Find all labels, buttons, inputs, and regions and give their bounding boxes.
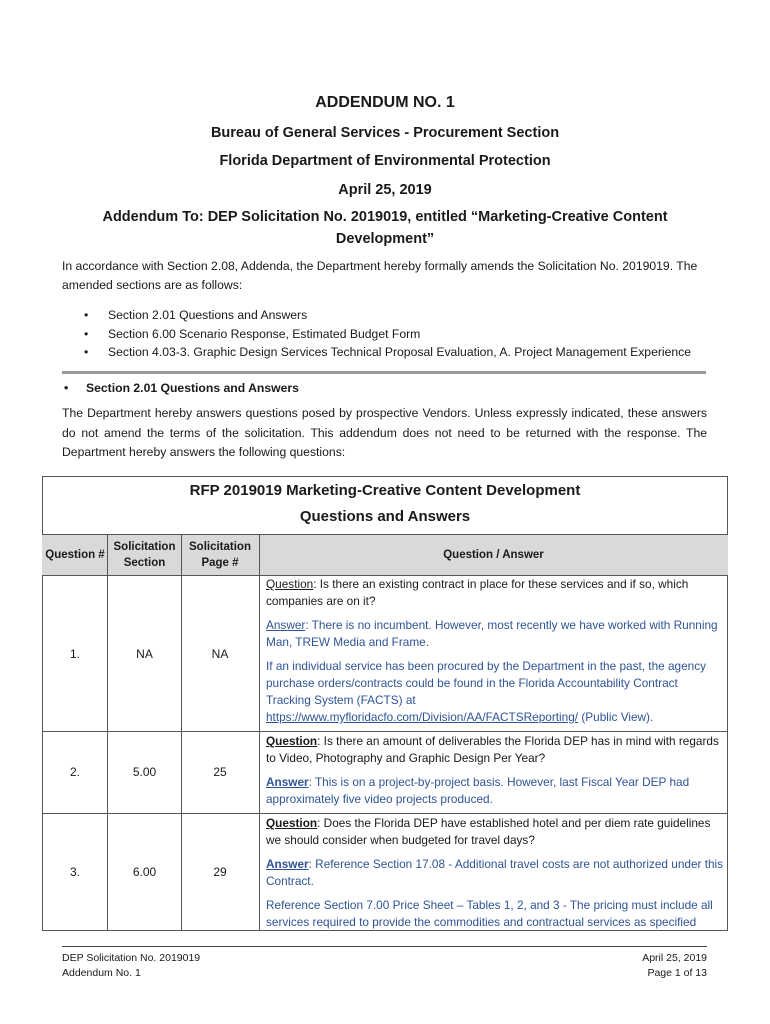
section-divider (62, 371, 706, 374)
date-heading: April 25, 2019 (338, 182, 432, 198)
addendum-to-line1: Addendum To: DEP Solicitation No. 2019019, entitled “Marketing-Creative Content (102, 209, 668, 225)
answer-label: Answer (266, 618, 306, 632)
row1-extra (266, 658, 724, 726)
list-item: • Section 2.01 Questions and Answers (84, 306, 691, 325)
list-item: • Section 6.00 Scenario Response, Estimated Budget Form (84, 325, 691, 344)
question-text: : Is there an amount of deliverables the Florida DEP has in mind with regards to Video, Photography and Graphic Design Per Year? (266, 734, 719, 765)
extra-text: If an individual service has been procured by the Department in the past, the agency purchase orders/contracts could be found in the Florida Accountability Contract Tracking System (FACTS) at (266, 659, 707, 707)
row3-extra: Reference Section 7.00 Price Sheet – Tables 1, 2, and 3 - The pricing must include all services required to provide the commodities and contractual services as specified (266, 898, 713, 929)
row1-section: NA (136, 647, 153, 661)
answer-text: : Reference Section 17.08 - Additional travel costs are not authorized under this Contract. (266, 857, 724, 888)
row2-question (266, 733, 724, 767)
amended-sections-list (84, 306, 691, 362)
row3-num: 3. (69, 865, 80, 879)
row3-section: 6.00 (132, 865, 157, 879)
row2-section: 5.00 (132, 765, 157, 779)
row1-num: 1. (69, 647, 80, 661)
footer-page-number: Page 1 of 13 (647, 967, 707, 979)
column-divider (259, 534, 260, 931)
header-question-answer: Question / Answer (259, 534, 728, 576)
footer-left (62, 951, 200, 981)
row-divider (42, 731, 728, 732)
header-solicitation-page: Solicitation Page # (181, 534, 259, 576)
footer-date: April 25, 2019 (642, 952, 707, 964)
row3-answer (266, 856, 724, 890)
list-item: • Section 4.03-3. Graphic Design Services Technical Proposal Evaluation, A. Project Management Experience (84, 343, 691, 362)
bureau-heading: Bureau of General Services - Procurement Section (210, 125, 560, 141)
link-suffix: (Public View). (578, 710, 654, 724)
row3-qa (266, 815, 724, 931)
footer-right (642, 951, 707, 981)
question-text: : Is there an existing contract in place for these services and if so, which companies are on it? (266, 577, 689, 608)
row2-answer (266, 774, 724, 808)
section-heading-text: Section 2.01 Questions and Answers (86, 381, 299, 395)
question-label: Question (266, 734, 318, 748)
addendum-to-line2: Development” (335, 231, 435, 247)
question-label: Question (266, 577, 314, 591)
row2-page: 25 (213, 765, 227, 779)
section-heading (64, 379, 299, 397)
header-question-num: Question # (42, 534, 108, 576)
addendum-title: ADDENDUM NO. 1 (315, 94, 455, 111)
table-subtitle: Questions and Answers (299, 508, 471, 525)
row3-question (266, 815, 724, 849)
footer-divider (62, 946, 707, 947)
footer-solicitation: DEP Solicitation No. 2019019 (62, 952, 201, 964)
row2-qa (266, 733, 724, 815)
row1-qa (266, 576, 724, 726)
department-heading: Florida Department of Environmental Protection (219, 153, 551, 169)
facts-link[interactable]: https://www.myfloridacfo.com/Division/AA/FACTSReporting/ (266, 710, 579, 724)
table-title: RFP 2019019 Marketing-Creative Content Development (189, 482, 581, 499)
answer-label: Answer (266, 857, 309, 871)
section-paragraph: The Department hereby answers questions posed by prospective Vendors. Unless expressly indicated, these answers do not amend the terms of the solicitation. This addendum does not need to be returned with the response. The Department hereby answers the following questions: (62, 406, 707, 459)
row3-page: 29 (213, 865, 227, 879)
intro-paragraph: In accordance with Section 2.08, Addenda, the Department hereby formally amends the Solicitation No. 2019019. The amended sections are as follows: (62, 259, 698, 292)
question-text: : Does the Florida DEP have established hotel and per diem rate guidelines we should consider when budgeted for travel days? (266, 816, 711, 847)
answer-label: Answer (266, 775, 309, 789)
row1-page: NA (211, 647, 229, 661)
answer-text: : There is no incumbent. However, most recently we have worked with Running Man, TREW Media and Frame. (266, 618, 718, 649)
header-solicitation-section: Solicitation Section (108, 534, 181, 576)
footer-addendum: Addendum No. 1 (62, 967, 141, 979)
question-label: Question (266, 816, 318, 830)
bullet-icon: • (64, 381, 69, 395)
answer-text: : This is on a project-by-project basis. However, last Fiscal Year DEP had approximately five video projects produced. (266, 775, 690, 806)
row1-question (266, 576, 724, 610)
row1-answer (266, 617, 724, 651)
row2-num: 2. (69, 765, 80, 779)
